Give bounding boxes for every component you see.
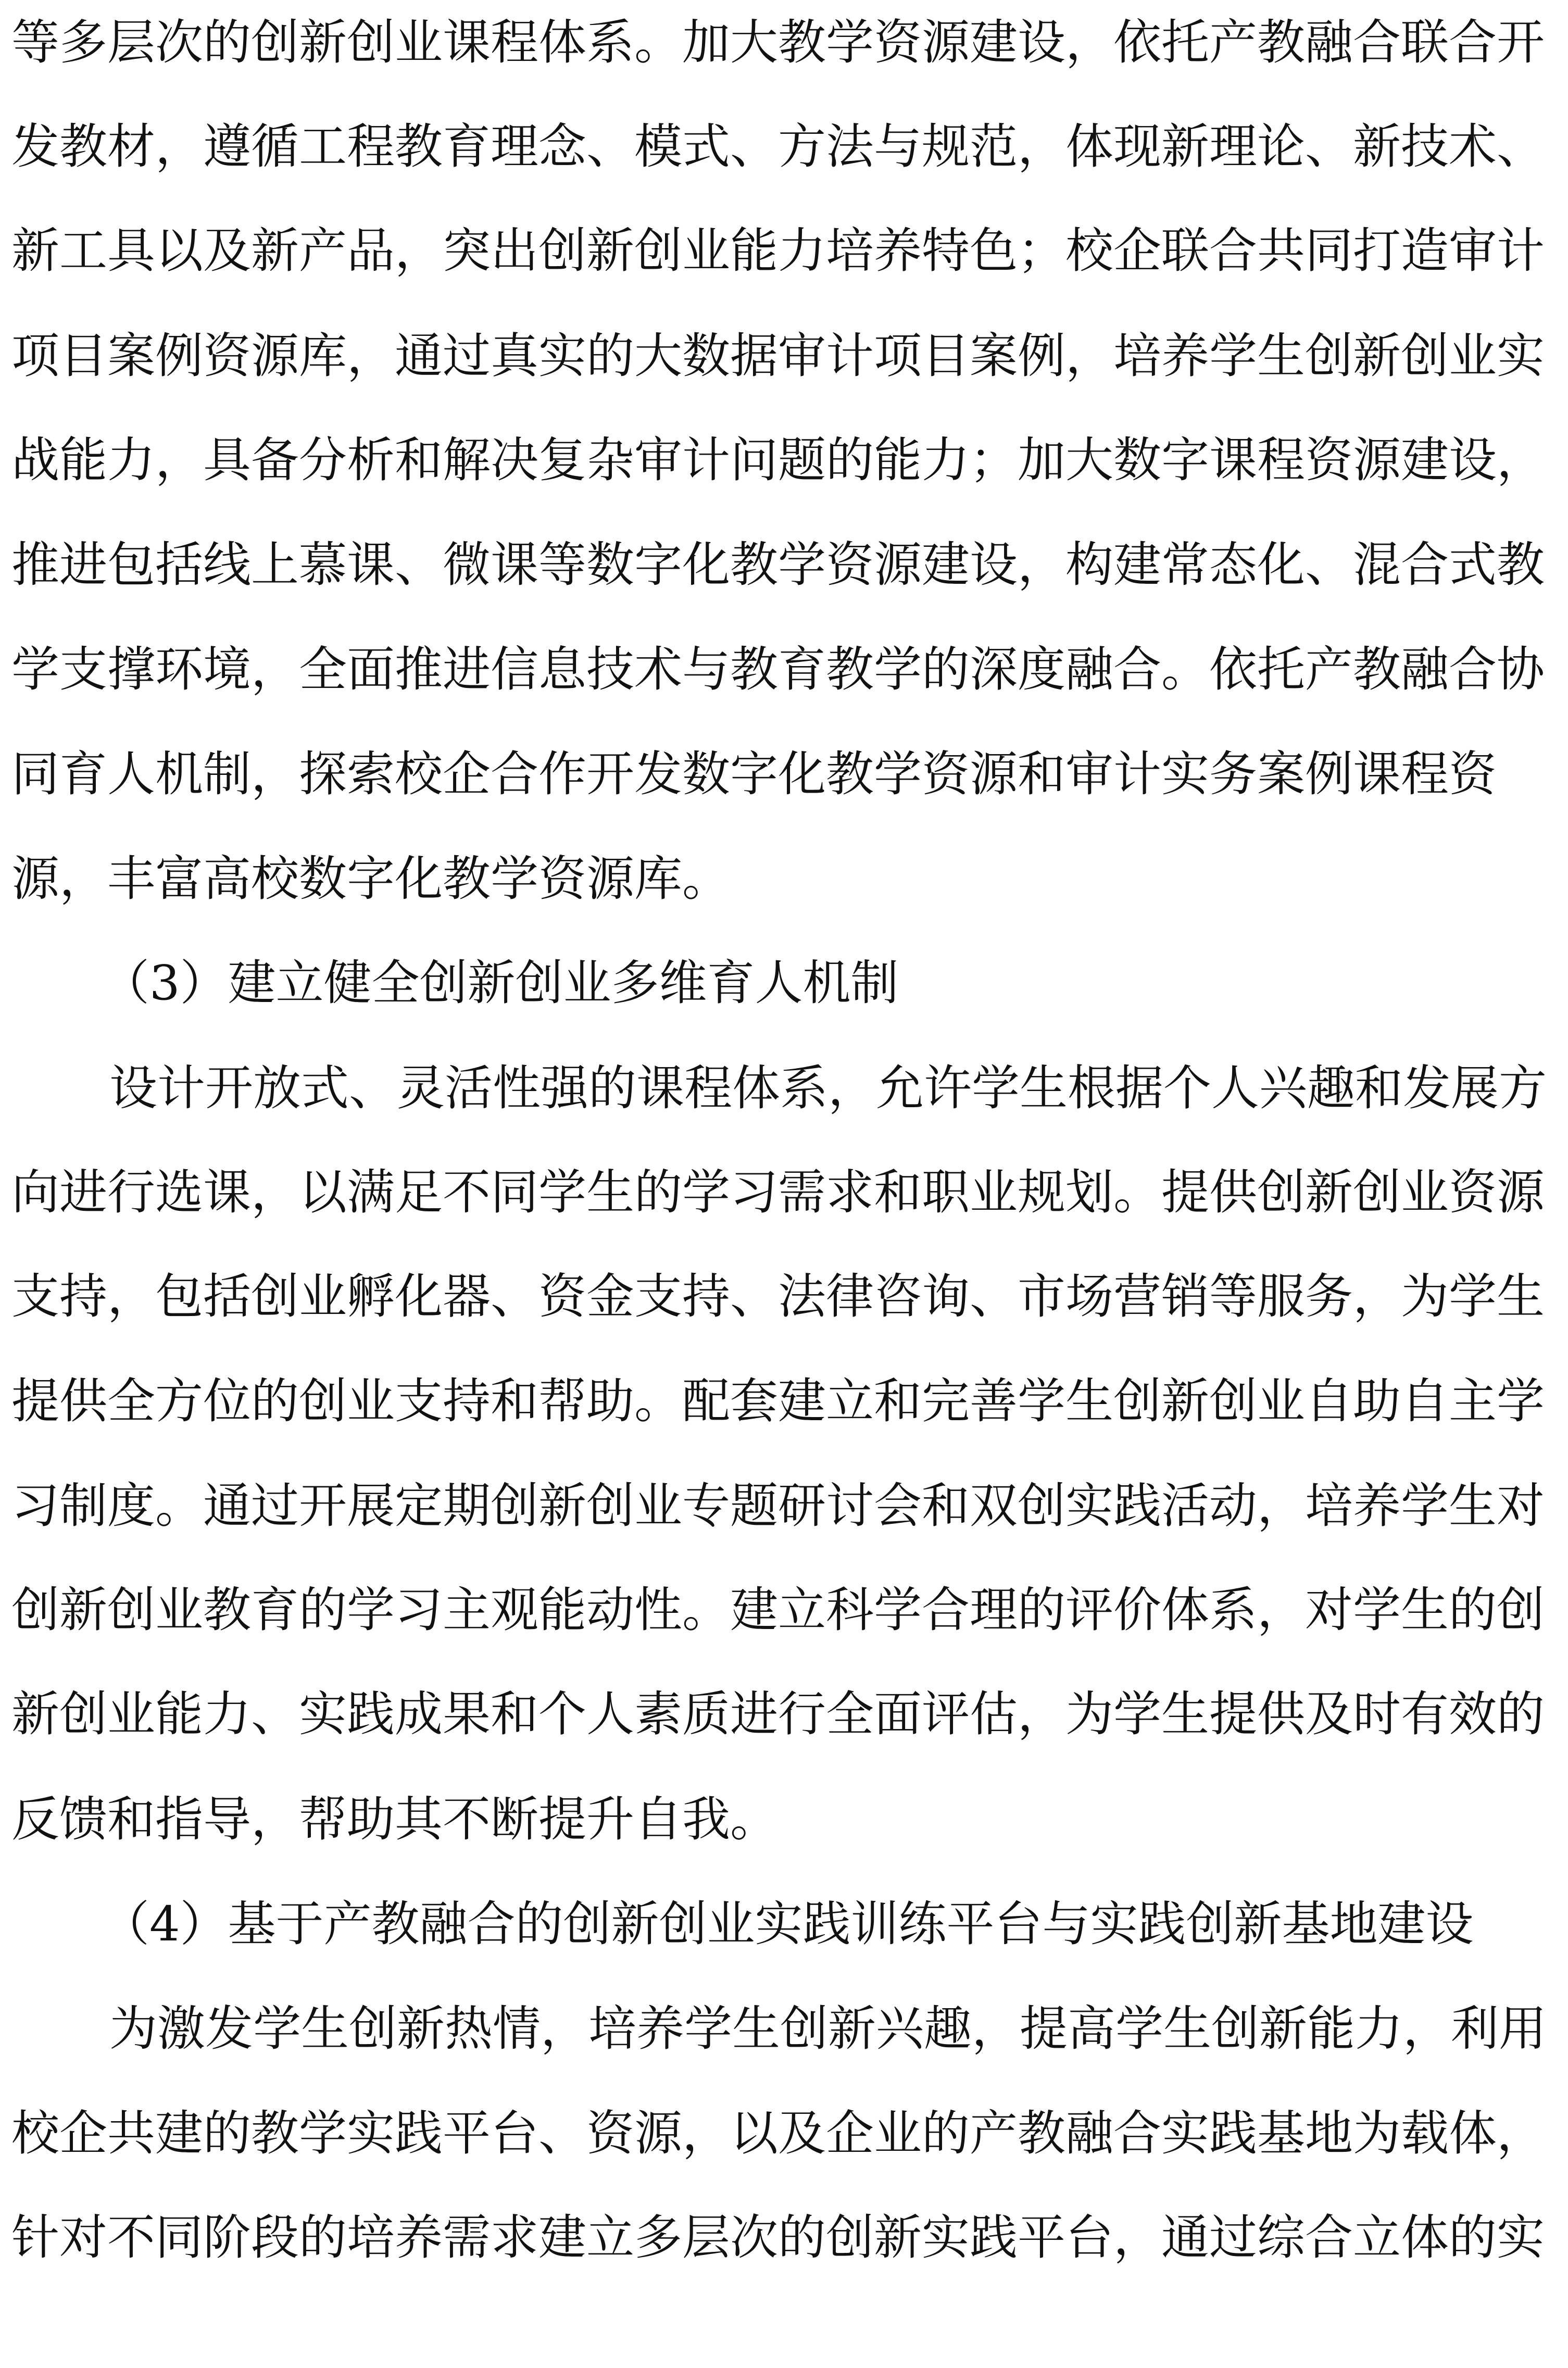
body-text-line: 针对不同阶段的培养需求建立多层次的创新实践平台，通过综合立体的实: [11, 2210, 1545, 2265]
body-text-line: 推进包括线上慕课、微课等数字化教学资源建设，构建常态化、混合式教: [11, 537, 1545, 593]
body-text-line: 支持，包括创业孵化器、资金支持、法律咨询、市场营销等服务，为学生: [11, 1269, 1545, 1324]
body-text-line: 战能力，具备分析和解决复杂审计问题的能力；加大数字课程资源建设，: [11, 432, 1545, 488]
section-heading-4: （4）基于产教融合的创新创业实践训练平台与实践创新基地建设: [102, 1896, 1474, 1952]
body-text-line: 向进行选课，以满足不同学生的学习需求和职业规划。提供创新创业资源: [11, 1164, 1545, 1220]
body-text-line: 源，丰富高校数字化教学资源库。: [11, 851, 731, 907]
body-text-line: 新工具以及新产品，突出创新创业能力培养特色；校企联合共同打造审计: [11, 223, 1545, 279]
body-text-line: 发教材，遵循工程教育理念、模式、方法与规范，体现新理论、新技术、: [11, 119, 1545, 174]
body-text-line: 提供全方位的创业支持和帮助。配套建立和完善学生创新创业自助自主学: [11, 1373, 1545, 1429]
body-text-line: 创新创业教育的学习主观能动性。建立科学合理的评价体系，对学生的创: [11, 1582, 1545, 1638]
body-text-line: 反馈和指导，帮助其不断提升自我。: [11, 1791, 779, 1847]
body-text-line: 为激发学生创新热情，培养学生创新兴趣，提高学生创新能力，利用: [109, 2001, 1547, 2057]
body-text-line: 设计开放式、灵活性强的课程体系，允许学生根据个人兴趣和发展方: [109, 1060, 1547, 1116]
section-heading-3: （3）建立健全创新创业多维育人机制: [102, 955, 899, 1011]
body-text-line: 学支撑环境，全面推进信息技术与教育教学的深度融合。依托产教融合协: [11, 642, 1545, 697]
body-text-line: 项目案例资源库，通过真实的大数据审计项目案例，培养学生创新创业实: [11, 328, 1545, 384]
body-text-line: 同育人机制，探索校企合作开发数字化教学资源和审计实务案例课程资: [11, 746, 1497, 802]
body-text-line: 校企共建的教学实践平台、资源，以及企业的产教融合实践基地为载体，: [11, 2106, 1545, 2161]
body-text-line: 习制度。通过开展定期创新创业专题研讨会和双创实践活动，培养学生对: [11, 1478, 1545, 1534]
body-text-line: 等多层次的创新创业课程体系。加大教学资源建设，依托产教融合联合开: [11, 15, 1545, 70]
body-text-line: 新创业能力、实践成果和个人素质进行全面评估，为学生提供及时有效的: [11, 1686, 1545, 1742]
